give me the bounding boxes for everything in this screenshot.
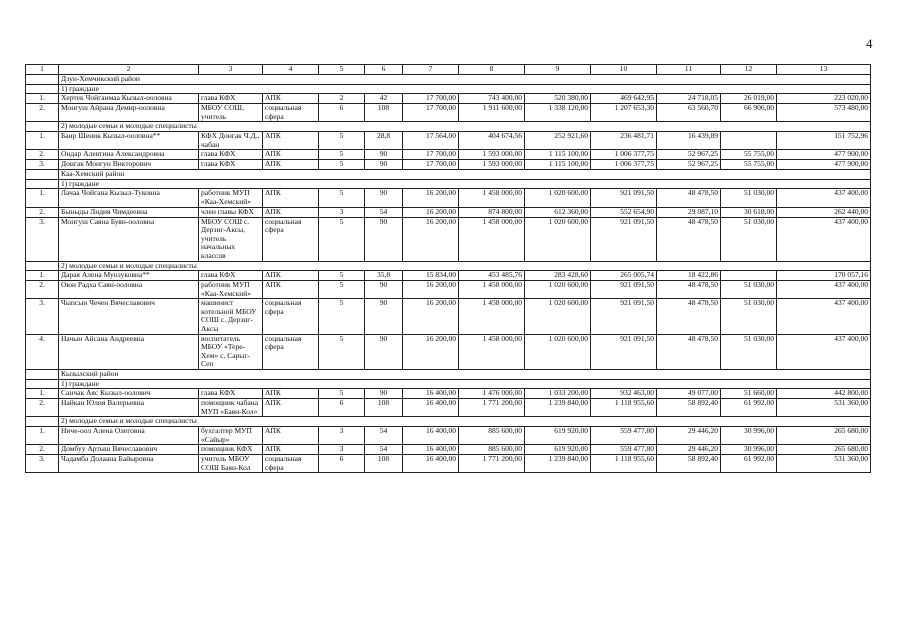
- table-cell: 90: [365, 217, 403, 261]
- table-cell: 1 458 000,00: [459, 299, 525, 334]
- table-cell: 885 600,00: [459, 427, 525, 445]
- table-cell: 3.: [26, 217, 59, 261]
- table-cell: 619 920,00: [525, 445, 591, 455]
- table-row: [26, 131, 871, 149]
- table-cell: 1 033 200,00: [525, 389, 591, 399]
- table-row: [26, 334, 871, 369]
- table-cell: 48 478,50: [657, 281, 721, 299]
- table-cell: 3.: [26, 455, 59, 473]
- table-cell: 5: [319, 271, 365, 281]
- table-cell: 66 906,00: [721, 104, 777, 122]
- table-cell: КФХ Донгак Ч.Д., чабан: [199, 131, 263, 149]
- table-cell: 30 996,00: [721, 427, 777, 445]
- table-cell: глава КФХ: [199, 160, 263, 170]
- table-body: [26, 65, 871, 473]
- table-cell: 932 463,00: [591, 389, 657, 399]
- table-cell: 30 996,00: [721, 445, 777, 455]
- section-index-cell: [26, 261, 59, 271]
- header-cell: 2: [59, 65, 199, 75]
- section-index-cell: [26, 417, 59, 427]
- table-cell: 921 091,50: [591, 189, 657, 207]
- table-cell: 16 200,00: [403, 334, 459, 369]
- section-index-cell: [26, 75, 59, 85]
- table-cell: Чыпсын Чечен Вячеславович: [59, 299, 199, 334]
- table-cell: 2.: [26, 207, 59, 217]
- table-cell: 18 422,86: [657, 271, 721, 281]
- table-cell: 16 439,89: [657, 131, 721, 149]
- table-cell: 48 478,50: [657, 299, 721, 334]
- table-cell: 1 476 000,00: [459, 389, 525, 399]
- table-cell: 16 200,00: [403, 189, 459, 207]
- page-number: 4: [866, 36, 873, 51]
- table-cell: АПК: [263, 94, 319, 104]
- table-cell: Оюн Радха Саян-ооловна: [59, 281, 199, 299]
- table-cell: 6: [319, 104, 365, 122]
- table-cell: социальная сфера: [263, 455, 319, 473]
- table-cell: 1 771 200,00: [459, 455, 525, 473]
- table-row: [26, 217, 871, 261]
- table-cell: 17 700,00: [403, 104, 459, 122]
- table-cell: 921 091,50: [591, 334, 657, 369]
- table-cell: 1 458 000,00: [459, 334, 525, 369]
- table-cell: Дарая Алена Мунзуковна**: [59, 271, 199, 281]
- table-cell: 5: [319, 160, 365, 170]
- table-cell: Монгуш Саяна Буян-ооловна: [59, 217, 199, 261]
- section-row: [26, 122, 871, 132]
- table-cell: глава КФХ: [199, 271, 263, 281]
- table-cell: 29 446,20: [657, 445, 721, 455]
- table-cell: 2: [319, 94, 365, 104]
- table-cell: 1 338 120,00: [525, 104, 591, 122]
- section-title: 1) граждане: [59, 84, 871, 94]
- table-cell: 58 892,40: [657, 455, 721, 473]
- table-cell: 61 992,00: [721, 455, 777, 473]
- table-cell: 1 239 840,00: [525, 455, 591, 473]
- table-cell: Хертек Чойганмаа Кызыл-ооловна: [59, 94, 199, 104]
- table-cell: 531 360,00: [777, 399, 871, 417]
- table-cell: 16 200,00: [403, 299, 459, 334]
- table-cell: 5: [319, 334, 365, 369]
- table-cell: 1 006 377,75: [591, 160, 657, 170]
- table-cell: Монгуш Айрана Демир-ооловна: [59, 104, 199, 122]
- table-cell: 17 700,00: [403, 150, 459, 160]
- table-cell: 1 006 377,75: [591, 150, 657, 160]
- table-cell: 2.: [26, 445, 59, 455]
- table-cell: 1 118 955,60: [591, 399, 657, 417]
- table-cell: 108: [365, 104, 403, 122]
- header-cell: 13: [777, 65, 871, 75]
- table-cell: 262 440,00: [777, 207, 871, 217]
- section-row: [26, 170, 871, 180]
- table-cell: 531 360,00: [777, 455, 871, 473]
- section-title: 1) граждане: [59, 179, 871, 189]
- section-row: [26, 379, 871, 389]
- section-row: [26, 417, 871, 427]
- table-cell: АПК: [263, 271, 319, 281]
- table-cell: 236 481,71: [591, 131, 657, 149]
- section-title: 1) граждане: [59, 379, 871, 389]
- table-cell: 4.: [26, 334, 59, 369]
- table-cell: 52 967,25: [657, 160, 721, 170]
- table-row: [26, 271, 871, 281]
- table-cell: 24 718,05: [657, 94, 721, 104]
- section-title: 2) молодые семьи и молодые специалисты: [59, 417, 871, 427]
- table-cell: помощник КФХ: [199, 445, 263, 455]
- table-cell: 283 428,60: [525, 271, 591, 281]
- table-cell: 5: [319, 299, 365, 334]
- table-cell: 874 800,00: [459, 207, 525, 217]
- table-cell: 3: [319, 427, 365, 445]
- table-cell: Донгак Монгун Викторович: [59, 160, 199, 170]
- section-row: [26, 84, 871, 94]
- table-cell: Лачаа Чойгана Кызыл-Туковна: [59, 189, 199, 207]
- table-cell: 5: [319, 217, 365, 261]
- section-row: [26, 75, 871, 85]
- table-cell: 17 700,00: [403, 160, 459, 170]
- table-cell: 1.: [26, 189, 59, 207]
- table-cell: 1.: [26, 94, 59, 104]
- table-cell: 3: [319, 207, 365, 217]
- table-row: [26, 150, 871, 160]
- header-cell: 8: [459, 65, 525, 75]
- table-cell: 1 239 840,00: [525, 399, 591, 417]
- table-cell: 1 118 955,60: [591, 455, 657, 473]
- table-cell: 559 477,80: [591, 445, 657, 455]
- table-cell: 58 892,40: [657, 399, 721, 417]
- table-cell: 3.: [26, 160, 59, 170]
- table-cell: 1 020 600,00: [525, 334, 591, 369]
- table-cell: 108: [365, 455, 403, 473]
- table-cell: Домбуу Артыш Вячеславович: [59, 445, 199, 455]
- table-cell: 54: [365, 445, 403, 455]
- table-row: [26, 455, 871, 473]
- table-cell: 54: [365, 207, 403, 217]
- table-cell: 17 564,00: [403, 131, 459, 149]
- table-row: [26, 104, 871, 122]
- table-cell: Ниче-оол Алена Олеговна: [59, 427, 199, 445]
- table-cell: 520 380,00: [525, 94, 591, 104]
- table-cell: 3.: [26, 299, 59, 334]
- table-cell: 469 642,95: [591, 94, 657, 104]
- table-cell: 151 752,96: [777, 131, 871, 149]
- table-cell: 885 600,00: [459, 445, 525, 455]
- table-cell: 5: [319, 189, 365, 207]
- table-cell: 15 834,00: [403, 271, 459, 281]
- table-cell: 1.: [26, 389, 59, 399]
- table-cell: 51 030,00: [721, 334, 777, 369]
- table-row: [26, 160, 871, 170]
- table-cell: 1 207 653,30: [591, 104, 657, 122]
- table-cell: 265 005,74: [591, 271, 657, 281]
- table-cell: 51 660,00: [721, 389, 777, 399]
- table-cell: 1 020 600,00: [525, 299, 591, 334]
- table-cell: 55 755,00: [721, 160, 777, 170]
- table-cell: 16 200,00: [403, 281, 459, 299]
- table-cell: 477 900,00: [777, 160, 871, 170]
- header-cell: 9: [525, 65, 591, 75]
- table-cell: 51 030,00: [721, 281, 777, 299]
- table-cell: социальная сфера: [263, 334, 319, 369]
- table-cell: 90: [365, 281, 403, 299]
- table-cell: работник МУП «Каа-Хемский»: [199, 281, 263, 299]
- table-cell: 5: [319, 389, 365, 399]
- table-cell: 921 091,50: [591, 217, 657, 261]
- section-index-cell: [26, 379, 59, 389]
- header-cell: 3: [199, 65, 263, 75]
- table-cell: 1.: [26, 131, 59, 149]
- table-cell: АПК: [263, 389, 319, 399]
- table-cell: социальная сфера: [263, 217, 319, 261]
- table-cell: 52 967,25: [657, 150, 721, 160]
- header-cell: 1: [26, 65, 59, 75]
- header-row: [26, 65, 871, 75]
- table-row: [26, 281, 871, 299]
- table-cell: АПК: [263, 399, 319, 417]
- table-cell: АПК: [263, 160, 319, 170]
- section-title: Кызылский район: [59, 370, 871, 380]
- table-cell: 1 771 200,00: [459, 399, 525, 417]
- table-row: [26, 207, 871, 217]
- table-cell: 1 458 000,00: [459, 189, 525, 207]
- table-cell: 1.: [26, 271, 59, 281]
- table-cell: 5: [319, 131, 365, 149]
- table-cell: 170 057,16: [777, 271, 871, 281]
- table-cell: 48 478,50: [657, 217, 721, 261]
- table-cell: 2.: [26, 104, 59, 122]
- section-index-cell: [26, 179, 59, 189]
- table-cell: 404 674,56: [459, 131, 525, 149]
- section-title: Дзун-Хемчикский район: [59, 75, 871, 85]
- table-cell: 265 680,00: [777, 427, 871, 445]
- table-row: [26, 189, 871, 207]
- table-cell: 51 030,00: [721, 299, 777, 334]
- header-cell: 10: [591, 65, 657, 75]
- table-cell: 29 087,10: [657, 207, 721, 217]
- table-cell: 1.: [26, 427, 59, 445]
- table-cell: 90: [365, 334, 403, 369]
- table-cell: 90: [365, 389, 403, 399]
- table-cell: 29 446,20: [657, 427, 721, 445]
- table-cell: 252 921,60: [525, 131, 591, 149]
- table-cell: 5: [319, 150, 365, 160]
- table-cell: АПК: [263, 189, 319, 207]
- section-index-cell: [26, 122, 59, 132]
- table-cell: 42: [365, 94, 403, 104]
- table-cell: 16 400,00: [403, 427, 459, 445]
- table-cell: 63 560,70: [657, 104, 721, 122]
- table-cell: глава КФХ: [199, 389, 263, 399]
- table-cell: 1 115 100,00: [525, 160, 591, 170]
- table-cell: 51 030,00: [721, 217, 777, 261]
- table-cell: работник МУП «Каа-Хемский»: [199, 189, 263, 207]
- table-cell: учитель МБОУ СОШ Баян-Кол: [199, 455, 263, 473]
- table-cell: член главы КФХ: [199, 207, 263, 217]
- table-cell: глава КФХ: [199, 94, 263, 104]
- table-cell: 16 400,00: [403, 445, 459, 455]
- section-title: 2) молодые семьи и молодые специалисты: [59, 261, 871, 271]
- table-cell: машинист котельной МБОУ СОШ с. Дерзиг-Аксы: [199, 299, 263, 334]
- table-cell: 49 077,00: [657, 389, 721, 399]
- table-cell: 437 400,00: [777, 217, 871, 261]
- section-row: [26, 370, 871, 380]
- table-cell: АПК: [263, 427, 319, 445]
- table-cell: 453 485,76: [459, 271, 525, 281]
- table-cell: 48 478,50: [657, 334, 721, 369]
- table-cell: 1 593 000,00: [459, 160, 525, 170]
- table-cell: 1 020 600,00: [525, 217, 591, 261]
- table-cell: 437 400,00: [777, 334, 871, 369]
- section-index-cell: [26, 370, 59, 380]
- table-cell: МБОУ СОШ, учитель: [199, 104, 263, 122]
- table-cell: 90: [365, 160, 403, 170]
- table-cell: 30 618,00: [721, 207, 777, 217]
- table-cell: 2.: [26, 150, 59, 160]
- header-cell: 4: [263, 65, 319, 75]
- table-cell: 1 911 600,00: [459, 104, 525, 122]
- table-row: [26, 399, 871, 417]
- table-cell: 61 992,00: [721, 399, 777, 417]
- table-cell: 921 091,50: [591, 299, 657, 334]
- table-cell: 51 030,00: [721, 189, 777, 207]
- table-row: [26, 389, 871, 399]
- table-cell: [721, 131, 777, 149]
- table-cell: 6: [319, 455, 365, 473]
- table-cell: АПК: [263, 445, 319, 455]
- table-cell: 619 920,00: [525, 427, 591, 445]
- table-cell: АПК: [263, 281, 319, 299]
- table-cell: 552 654,90: [591, 207, 657, 217]
- section-index-cell: [26, 170, 59, 180]
- table-cell: 16 400,00: [403, 399, 459, 417]
- table-cell: АПК: [263, 207, 319, 217]
- table-cell: 28,8: [365, 131, 403, 149]
- table-cell: 48 478,50: [657, 189, 721, 207]
- table-cell: Найкан Юлия Валерьевна: [59, 399, 199, 417]
- table-cell: 6: [319, 399, 365, 417]
- table-cell: Быныды Лидия Чимдеевна: [59, 207, 199, 217]
- table-cell: 437 400,00: [777, 299, 871, 334]
- table-cell: 477 900,00: [777, 150, 871, 160]
- table-cell: 90: [365, 189, 403, 207]
- table-cell: 16 200,00: [403, 217, 459, 261]
- table-cell: 16 400,00: [403, 455, 459, 473]
- header-cell: 11: [657, 65, 721, 75]
- table-cell: Санчак Аяс Кызыл-оолович: [59, 389, 199, 399]
- table-cell: 921 091,50: [591, 281, 657, 299]
- table-cell: глава КФХ: [199, 150, 263, 160]
- section-row: [26, 261, 871, 271]
- header-cell: 5: [319, 65, 365, 75]
- header-cell: 12: [721, 65, 777, 75]
- table-cell: 1 593 000,00: [459, 150, 525, 160]
- table-cell: 108: [365, 399, 403, 417]
- table-cell: 26 019,00: [721, 94, 777, 104]
- table-cell: МБОУ СОШ с. Дерзиг-Аксы, учитель начальных классов: [199, 217, 263, 261]
- table-cell: 1 020 600,00: [525, 281, 591, 299]
- table-cell: 54: [365, 427, 403, 445]
- table-cell: 573 480,00: [777, 104, 871, 122]
- header-cell: 6: [365, 65, 403, 75]
- table-cell: 16 400,00: [403, 389, 459, 399]
- table-cell: АПК: [263, 131, 319, 149]
- table-cell: 5: [319, 281, 365, 299]
- section-index-cell: [26, 84, 59, 94]
- table-cell: Ондар Алевтина Александровна: [59, 150, 199, 160]
- table-cell: Чадамба Долаана Байыровна: [59, 455, 199, 473]
- table-cell: 16 200,00: [403, 207, 459, 217]
- table-cell: 3: [319, 445, 365, 455]
- section-title: Каа-Хемский район: [59, 170, 871, 180]
- table-cell: 743 400,00: [459, 94, 525, 104]
- table-cell: Начын Айсана Андреевна: [59, 334, 199, 369]
- table-cell: 442 800,00: [777, 389, 871, 399]
- data-table: [25, 64, 871, 473]
- table-cell: 1 115 100,00: [525, 150, 591, 160]
- section-title: 2) молодые семьи и молодые специалисты: [59, 122, 871, 132]
- table-cell: 612 360,00: [525, 207, 591, 217]
- table-row: [26, 427, 871, 445]
- table-cell: АПК: [263, 150, 319, 160]
- table-cell: 1 458 000,00: [459, 281, 525, 299]
- table-cell: 223 020,00: [777, 94, 871, 104]
- table-cell: социальная сфера: [263, 104, 319, 122]
- table-cell: 17 700,00: [403, 94, 459, 104]
- table-cell: 437 400,00: [777, 189, 871, 207]
- table-cell: бухгалтер МУП «Сайыр»: [199, 427, 263, 445]
- table-row: [26, 445, 871, 455]
- table-cell: 265 680,00: [777, 445, 871, 455]
- table-cell: [721, 271, 777, 281]
- section-row: [26, 179, 871, 189]
- table-cell: 90: [365, 150, 403, 160]
- table-cell: воспитатель МБОУ «Тере-Хем» с. Сарыг-Сеп: [199, 334, 263, 369]
- table-cell: помощник чабана МУП «Баян-Кол»: [199, 399, 263, 417]
- table-cell: 55 755,00: [721, 150, 777, 160]
- header-cell: 7: [403, 65, 459, 75]
- table-cell: 559 477,80: [591, 427, 657, 445]
- table-cell: социальная сфера: [263, 299, 319, 334]
- table-row: [26, 94, 871, 104]
- table-cell: 90: [365, 299, 403, 334]
- table-row: [26, 299, 871, 334]
- table-cell: 1 458 000,00: [459, 217, 525, 261]
- table-cell: 2.: [26, 399, 59, 417]
- table-cell: 2.: [26, 281, 59, 299]
- table-cell: Баир Шеник Кызыл-ооловна**: [59, 131, 199, 149]
- table-cell: 437 400,00: [777, 281, 871, 299]
- table-cell: 1 020 600,00: [525, 189, 591, 207]
- table-cell: 35,8: [365, 271, 403, 281]
